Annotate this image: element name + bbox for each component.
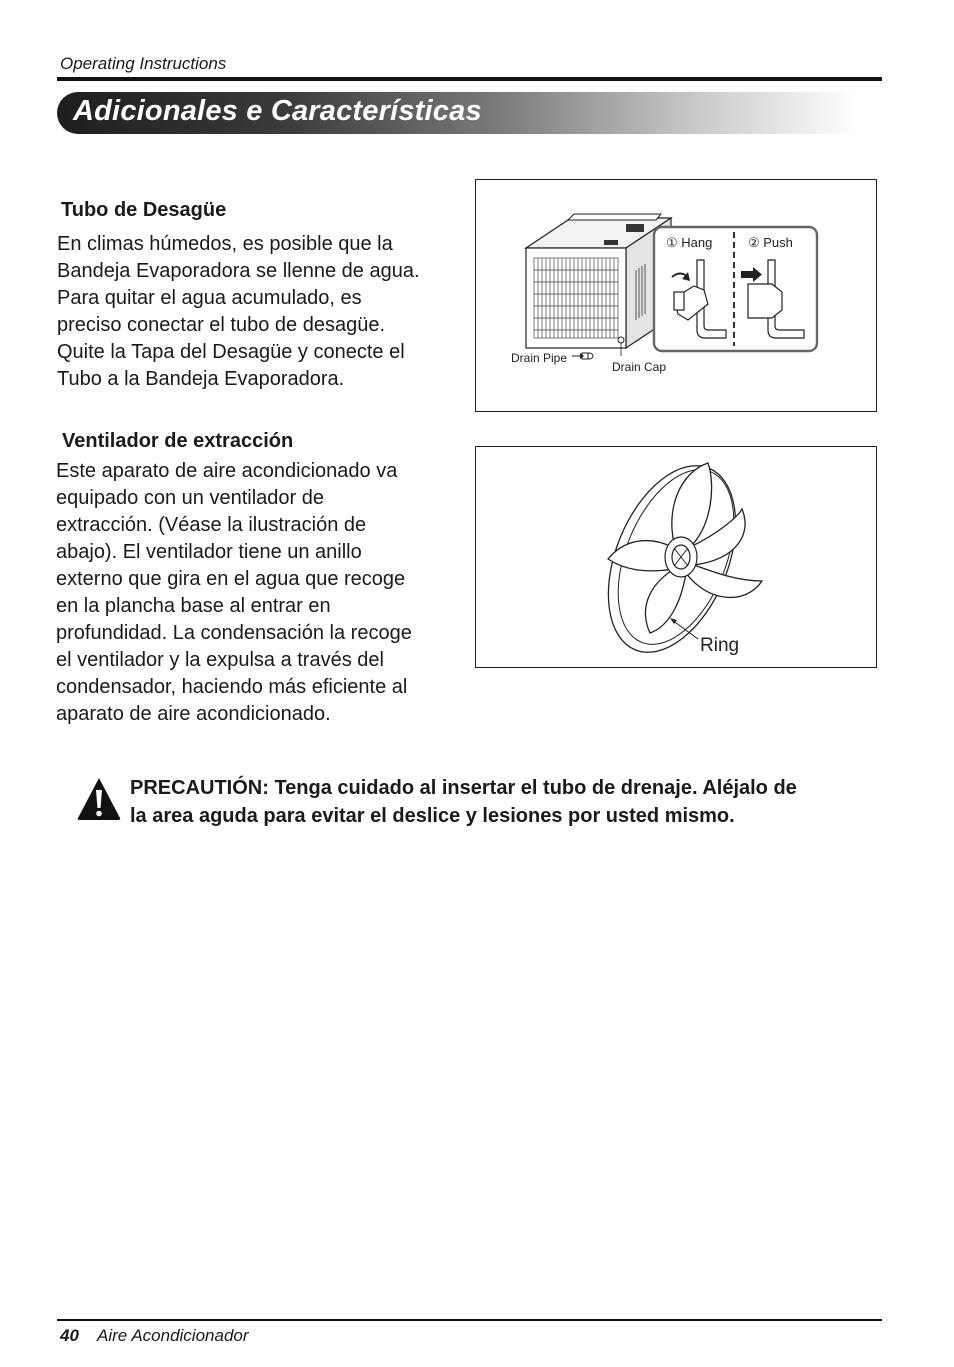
- footer-label: Aire Acondicionador: [97, 1326, 249, 1345]
- drain-line: Tubo a la Bandeja Evaporadora.: [57, 368, 345, 390]
- drain-heading: Tubo de Desagüe: [61, 199, 227, 221]
- fan-line: en la plancha base al entrar en: [56, 595, 331, 617]
- fan-line: externo que gira en el agua que recoge: [56, 568, 406, 590]
- fan-line: profundidad. La condensación la recoge: [56, 622, 412, 644]
- drain-body: [57, 231, 420, 393]
- fan-heading: Ventilador de extracción: [62, 430, 294, 452]
- fan-line: abajo). El ventilador tiene un anillo: [56, 541, 362, 563]
- drain-line: Bandeja Evaporadora se llenne de agua.: [57, 260, 420, 282]
- drain-line: En climas húmedos, es posible que la: [57, 233, 393, 255]
- fan-line: el ventilador y la expulsa a través del: [56, 649, 384, 671]
- fan-figure: [475, 446, 877, 668]
- drain-pipe-label: Drain Pipe: [511, 351, 568, 365]
- drain-line: preciso conectar el tubo de desagüe.: [57, 314, 385, 336]
- footer-rule: [57, 1319, 882, 1321]
- warning-text: [130, 774, 797, 830]
- ring-label: Ring: [700, 635, 740, 656]
- step-push-label: ② Push: [748, 235, 793, 250]
- running-header: Operating Instructions: [60, 54, 227, 73]
- fan-line: equipado con un ventilador de: [56, 487, 324, 509]
- fan-line: condensador, haciendo más eficiente al: [56, 676, 408, 698]
- drain-figure: [475, 179, 877, 412]
- drain-cap-label: Drain Cap: [612, 360, 667, 374]
- fan-line: extracción. (Véase la ilustración de: [56, 514, 367, 536]
- step-hang-label: ① Hang: [666, 235, 713, 250]
- page-title: Adicionales e Características: [73, 95, 482, 127]
- warning-line: la area aguda para evitar el deslice y lesiones por usted mismo.: [130, 805, 735, 827]
- page-number: 40: [60, 1326, 79, 1345]
- fan-body: [56, 458, 412, 728]
- drain-line: Quite la Tapa del Desagüe y conecte el: [57, 341, 405, 363]
- header-rule: [57, 77, 882, 81]
- fan-line: Este aparato de aire acondicionado va: [56, 460, 398, 482]
- fan-line: aparato de aire acondicionado.: [56, 703, 331, 725]
- warning-line: PRECAUTIÓN: Tenga cuidado al insertar el tubo de drenaje. Aléjalo de: [130, 777, 797, 799]
- drain-line: Para quitar el agua acumulado, es: [57, 287, 362, 309]
- drain-illustration: [476, 180, 876, 411]
- warning-triangle-icon: [76, 776, 122, 827]
- fan-illustration: [476, 447, 876, 667]
